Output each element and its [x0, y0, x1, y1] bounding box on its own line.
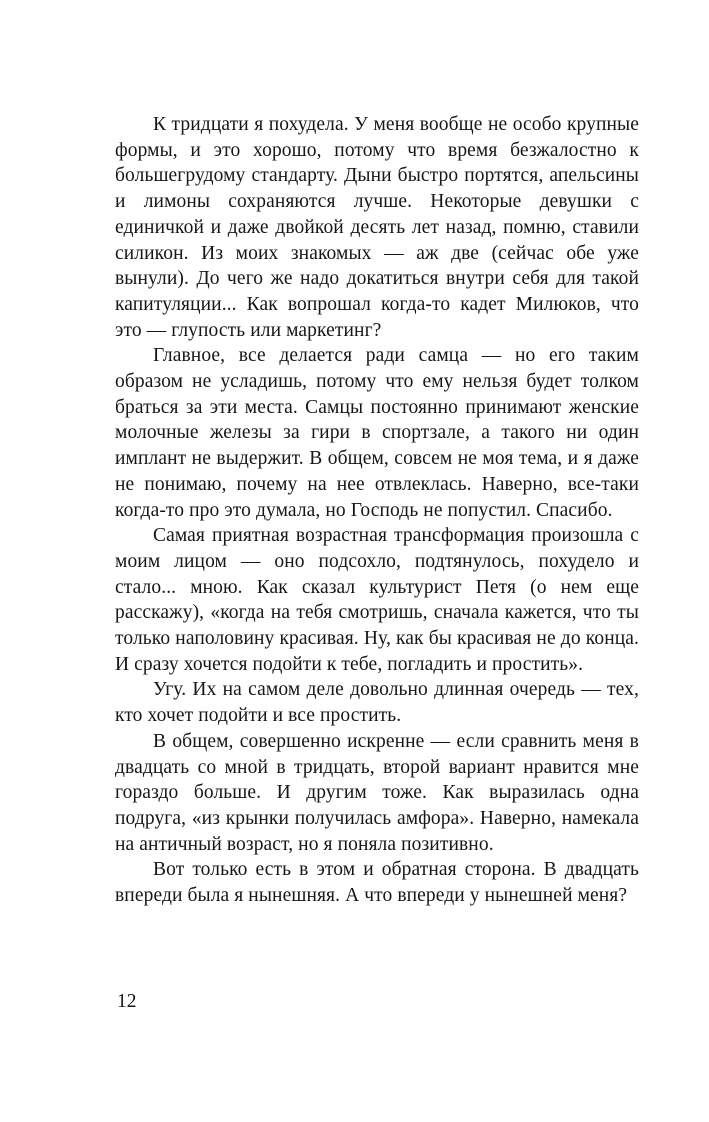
- page-number: 12: [117, 991, 137, 1012]
- paragraph: Самая приятная возрастная трансформация произошла с моим лицом — оно подсохло, подтянулось, похудело и стало... мною. Как сказал культурист Петя (о нем еще расскажу), «когда на тебя смотришь, сначала кажется, что ты только наполовину красивая. Ну, как бы красивая не до конца. И сразу хочется подойти к тебе, погладить и простить».: [115, 525, 639, 675]
- paragraph: К тридцати я похудела. У меня вообще не особо крупные формы, и это хорошо, потому что время безжалостно к большегрудому стандарту. Дыни быстро портятся, апельсины и лимоны сохраняются лучше. Некоторые девушки с единичкой и даже двойкой десять лет назад, помню, ставили силикон. Из моих знакомых — аж две (сейчас обе уже вынули). До чего же надо докатиться внутри себя для такой капитуляции... Как вопрошал когда-то кадет Милюков, что это — глупость или маркетинг?: [115, 114, 639, 341]
- paragraph: В общем, совершенно искренне — если сравнить меня в двадцать со мной в тридцать, второй вариант нравится мне гораздо больше. И другим тоже. Как выразилась одна подруга, «из крынки получилась амфора». Наверно, намекала на античный возраст, но я поняла позитивно.: [115, 730, 639, 855]
- paragraph: Вот только есть в этом и обратная сторона. В двадцать впереди была я нынешняя. А что впереди у нынешней меня?: [115, 859, 639, 907]
- paragraph: Главное, все делается ради самца — но его таким образом не усладишь, потому что ему нельзя будет толком браться за эти места. Самцы постоянно принимают женские молочные железы за гири в спортзале, а такого ни один имплант не выдержит. В общем, совсем не моя тема, и я даже не понимаю, почему на нее отвлеклась. Наверно, все-таки когда-то про это думала, но Господь не попустил. Спасибо.: [115, 345, 639, 521]
- page-text: [115, 112, 639, 909]
- paragraph: Угу. Их на самом деле довольно длинная очередь — тех, кто хочет подойти и все простить.: [115, 679, 639, 727]
